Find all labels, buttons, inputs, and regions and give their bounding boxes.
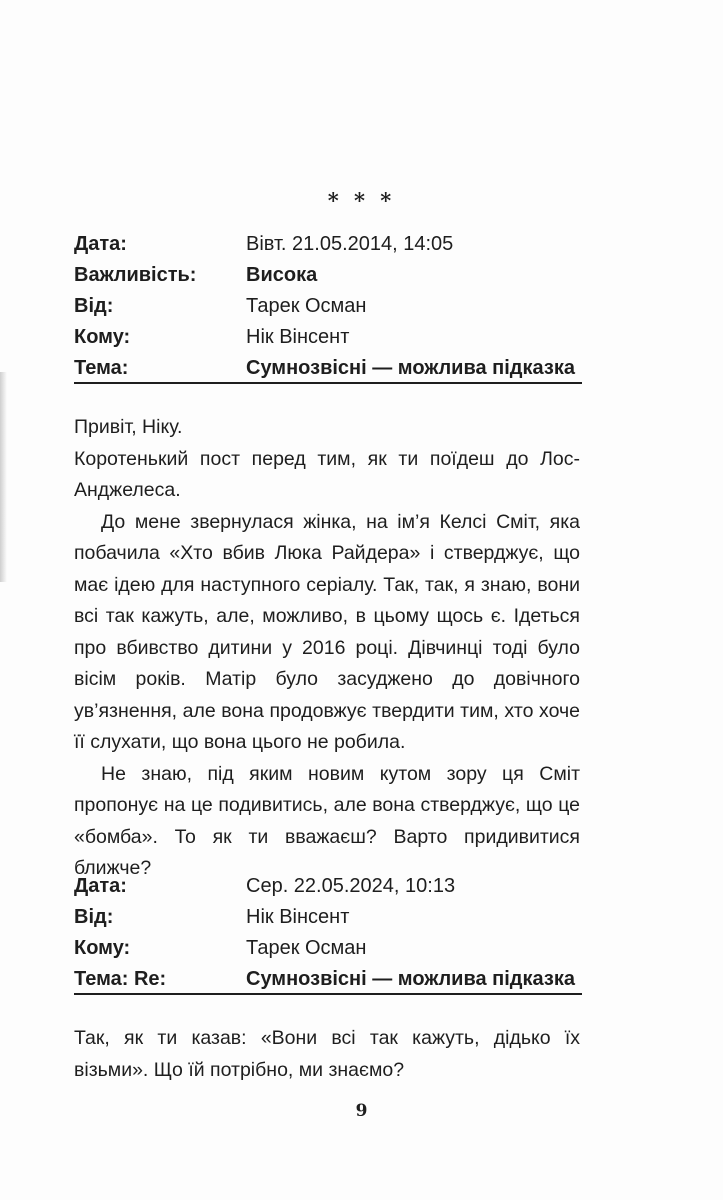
header-underline: [74, 382, 582, 384]
body-paragraph: Коротенький пост перед тим, як ти поїдеш до Лос-Анджелеса.: [74, 447, 580, 501]
field-value: Тарек Осман: [246, 295, 367, 317]
email-body-2: [74, 1023, 580, 1086]
field-value: Висока: [246, 264, 318, 286]
field-value: Тарек Осман: [246, 937, 367, 959]
header-row-date: [74, 229, 582, 260]
header-row-subject: [74, 353, 582, 384]
field-label: Важливість:: [74, 264, 197, 286]
section-separator: * * *: [327, 188, 396, 213]
header-row-date: [74, 871, 582, 902]
field-value: Сумнозвісні — можлива підказка: [246, 357, 575, 379]
header-row-to: [74, 322, 582, 353]
body-paragraph: До мене звернулася жінка, на ім’я Келсі Сміт, яка побачила «Хто вбив Люка Райдера» і стверджує, що має ідею для наступного серіалу. Так, так, я знаю, вони всі так кажуть, але, можливо, в цьому щось є. Ідеться про вбивство дитини у 2016 році. Дівчинці тоді було вісім років. Матір було засуджено до довічного ув’язнення, але вона продовжує твердити тим, хто хоче її слухати, що вона цього не робила.: [74, 510, 580, 753]
email-header-2: [74, 871, 582, 995]
field-label: Кому:: [74, 326, 131, 348]
header-row-subject: [74, 964, 582, 995]
field-value: Сумнозвісні — можлива підказка: [246, 968, 575, 990]
header-row-from: [74, 291, 582, 322]
field-label: Тема:: [74, 357, 129, 379]
field-label: Від:: [74, 906, 114, 928]
field-label: Тема: Re:: [74, 968, 167, 990]
field-value: Нік Вінсент: [246, 326, 350, 348]
email-body-1: [74, 412, 580, 885]
header-row-importance: [74, 260, 582, 291]
greeting: Привіт, Ніку.: [74, 416, 183, 438]
body-paragraph: Не знаю, під яким новим кутом зору ця Сміт пропонує на це подивитись, але вона стверджує, що це «бомба». То як ти вважаєш? Варто придивитися ближче?: [74, 762, 580, 879]
email-header-1: [74, 229, 582, 384]
page-edge-shadow: [0, 372, 7, 582]
header-row-to: [74, 933, 582, 964]
field-value: Вівт. 21.05.2014, 14:05: [246, 233, 454, 255]
header-row-from: [74, 902, 582, 933]
field-label: Дата:: [74, 875, 127, 897]
field-label: Дата:: [74, 233, 127, 255]
field-value: Сер. 22.05.2024, 10:13: [246, 875, 456, 897]
field-value: Нік Вінсент: [246, 906, 350, 928]
field-label: Від:: [74, 295, 114, 317]
body-paragraph: Так, як ти казав: «Вони всі так кажуть, дідько їх візьми». Що їй потрібно, ми знаємо?: [74, 1027, 580, 1081]
page-number: 9: [355, 1101, 368, 1121]
field-label: Кому:: [74, 937, 131, 959]
header-underline: [74, 993, 582, 995]
